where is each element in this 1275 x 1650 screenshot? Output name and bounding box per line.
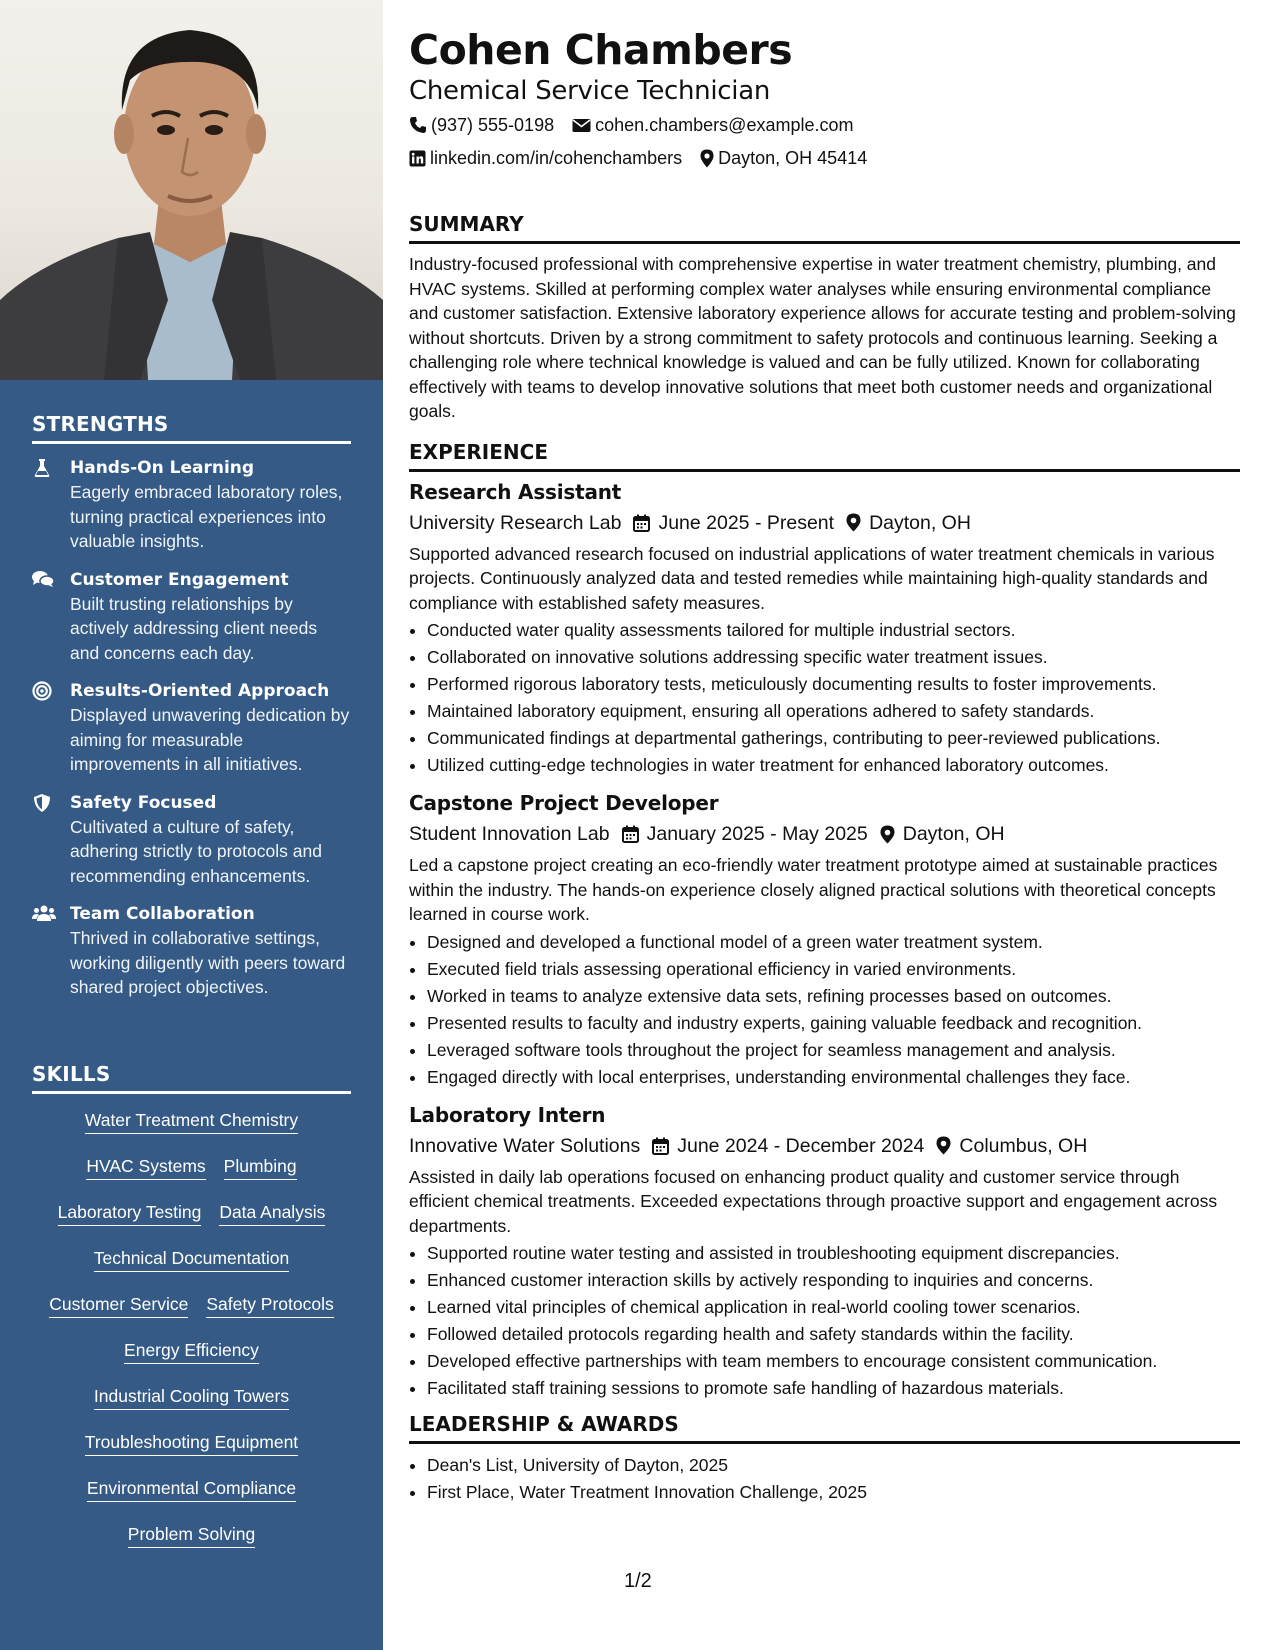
skill-tag: Energy Efficiency [124, 1339, 259, 1364]
experience-section [409, 440, 1240, 1403]
map-marker-icon [936, 1136, 951, 1155]
list-item: • Conducted water quality assessments tailored for multiple industrial sectors. [427, 617, 1240, 644]
strength-item [32, 679, 351, 777]
location-contact [700, 142, 867, 174]
job-dates: June 2025 - Present [658, 511, 835, 534]
job-meta [409, 819, 1240, 849]
job-meta [409, 1131, 1240, 1161]
list-item: • Executed field trials assessing operational efficiency in varied environments. [427, 956, 1240, 983]
list-item: • First Place, Water Treatment Innovation Challenge, 2025 [427, 1479, 1240, 1506]
strengths-section [32, 412, 351, 1014]
skill-tag: Safety Protocols [206, 1293, 333, 1318]
awards-list [409, 1452, 1240, 1506]
profile-photo [0, 0, 383, 380]
strength-desc: Thrived in collaborative settings, working diligently with peers toward shared project objectives. [70, 928, 346, 997]
contact-row [409, 109, 1240, 141]
list-item: • Designed and developed a functional model of a green water treatment system. [427, 929, 1240, 956]
experience-heading: EXPERIENCE [409, 440, 1240, 472]
list-item: • Developed effective partnerships with team members to encourage consistent communication. [427, 1348, 1240, 1375]
job-dates: June 2024 - December 2024 [677, 1134, 925, 1157]
map-marker-icon [846, 513, 861, 532]
skill-tag: Environmental Compliance [87, 1477, 296, 1502]
skills-row [32, 1374, 351, 1420]
skills-row [32, 1236, 351, 1282]
list-item: • Followed detailed protocols regarding health and safety standards within the facility. [427, 1321, 1240, 1348]
skill-tag: HVAC Systems [86, 1155, 205, 1180]
main-content [409, 0, 1240, 1506]
list-item: • Facilitated staff training sessions to promote safe handling of hazardous materials. [427, 1375, 1240, 1402]
list-item: • Learned vital principles of chemical application in real-world cooling tower scenarios. [427, 1294, 1240, 1321]
job-entry [409, 789, 1240, 1091]
job-bullets [409, 617, 1240, 779]
job-title: Capstone Project Developer [409, 791, 719, 815]
list-item: • Supported routine water testing and assisted in troubleshooting equipment discrepancies. [427, 1240, 1240, 1267]
job-org: University Research Lab [409, 511, 622, 534]
list-item: • Maintained laboratory equipment, ensuring all operations adhered to safety standards. [427, 698, 1240, 725]
map-marker-icon [880, 825, 895, 844]
job-dates: January 2025 - May 2025 [646, 823, 868, 845]
job-location: Columbus, OH [959, 1134, 1088, 1157]
map-marker-icon [700, 149, 714, 168]
job-org: Student Innovation Lab [409, 823, 610, 845]
skills-row [32, 1144, 351, 1190]
list-item: • Worked in teams to analyze extensive data sets, refining processes based on outcomes. [427, 983, 1240, 1010]
phone-text: (937) 555-0198 [431, 115, 555, 135]
strength-desc: Cultivated a culture of safety, adhering strictly to protocols and recommending enhancements. [70, 816, 322, 886]
job-org: Innovative Water Solutions [409, 1134, 641, 1157]
page-number: 1/2 [624, 1570, 652, 1592]
awards-heading: LEADERSHIP & AWARDS [409, 1412, 1240, 1444]
strengths-heading: STRENGTHS [32, 412, 351, 444]
strength-title: Results-Oriented Approach [70, 681, 330, 701]
strength-item [32, 902, 351, 1000]
list-item: • Leveraged software tools throughout the project for seamless management and analysis. [427, 1037, 1240, 1064]
strength-title: Safety Focused [70, 792, 217, 813]
skills-heading: SKILLS [32, 1062, 351, 1094]
skill-tag: Problem Solving [128, 1523, 255, 1548]
skill-tag: Plumbing [224, 1155, 297, 1180]
candidate-name: Cohen Chambers [409, 26, 793, 74]
skills-row [32, 1190, 351, 1236]
phone-contact[interactable] [409, 109, 554, 141]
summary-heading: SUMMARY [409, 212, 1240, 244]
contact-row [409, 142, 1240, 174]
awards-section [409, 1412, 1240, 1506]
job-entry [409, 1101, 1240, 1403]
linkedin-text: linkedin.com/in/cohenchambers [430, 148, 683, 168]
list-item: • Collaborated on innovative solutions addressing specific water treatment issues. [427, 644, 1240, 671]
skill-tag: Technical Documentation [94, 1247, 290, 1272]
job-description: Led a capstone project creating an eco-friendly water treatment prototype aimed at sustainable practices within the industry. The hands-on experience closely aligned practical solutions with theoretical concepts learned in course work. [409, 855, 1218, 924]
list-item: • Utilized cutting-edge technologies in water treatment for enhanced laboratory outcomes. [427, 752, 1240, 779]
calendar-icon [652, 1137, 669, 1155]
job-bullets [409, 1240, 1240, 1402]
calendar-icon [622, 825, 639, 843]
list-item: • Performed rigorous laboratory tests, meticulously documenting results to foster improvements. [427, 671, 1240, 698]
target-icon [32, 679, 70, 777]
skills-section [32, 1062, 351, 1558]
skill-tag: Industrial Cooling Towers [94, 1385, 289, 1410]
comments-icon [32, 568, 70, 666]
users-icon [32, 902, 70, 1000]
envelope-icon [572, 118, 591, 133]
job-location: Dayton, OH [869, 511, 971, 534]
list-item: • Presented results to faculty and industry experts, gaining valuable feedback and recognition. [427, 1010, 1240, 1037]
skill-tag: Customer Service [49, 1293, 188, 1318]
strength-title: Hands-On Learning [70, 458, 255, 478]
job-description: Supported advanced research focused on industrial applications of water treatment chemicals in various projects. Continuously analyzed data and tested remedies while maintaining high-quality standards and compliance with established safety measures. [409, 543, 1215, 613]
skills-row [32, 1098, 351, 1144]
skills-row [32, 1466, 351, 1512]
skill-tag: Troubleshooting Equipment [85, 1431, 298, 1456]
job-title: Laboratory Intern [409, 1102, 606, 1127]
strength-item [32, 568, 351, 666]
shield-icon [32, 791, 70, 889]
profile-photo-illustration [0, 0, 383, 380]
job-location: Dayton, OH [902, 823, 1005, 845]
list-item: • Engaged directly with local enterprises, understanding environmental challenges they face. [427, 1064, 1240, 1091]
skill-tag: Water Treatment Chemistry [85, 1109, 298, 1134]
job-description: Assisted in daily lab operations focused on enhancing product quality and customer service through efficient chemical treatments. Exceeded expectations through proactive support and engagement across departments. [409, 1166, 1218, 1236]
skills-row [32, 1282, 351, 1328]
skill-tag: Data Analysis [219, 1201, 325, 1226]
skills-row [32, 1420, 351, 1466]
strength-desc: Eagerly embraced laboratory roles, turning practical experiences into valuable insights. [70, 482, 343, 551]
job-title: Research Assistant [409, 479, 622, 504]
location-text: Dayton, OH 45414 [718, 148, 868, 168]
strength-item [32, 456, 351, 554]
list-item: • Dean's List, University of Dayton, 2025 [427, 1452, 1240, 1479]
list-item: • Communicated findings at departmental gatherings, contributing to peer-reviewed publications. [427, 725, 1240, 752]
email-text: cohen.chambers@example.com [595, 115, 854, 135]
summary-section [409, 212, 1240, 424]
linkedin-icon [409, 150, 426, 167]
job-meta [409, 508, 1240, 538]
strength-item [32, 791, 351, 889]
candidate-title: Chemical Service Technician [409, 76, 771, 106]
strength-title: Customer Engagement [70, 569, 289, 590]
skills-row [32, 1512, 351, 1558]
flask-icon [32, 456, 70, 554]
list-item: • Enhanced customer interaction skills by actively responding to inquiries and concerns. [427, 1267, 1240, 1294]
summary-text: Industry-focused professional with comprehensive expertise in water treatment chemistry, plumbing, and HVAC systems. Skilled at performing complex water analyses while ensuring environmental compliance and customer satisfaction. Extensive laboratory experience allows for accurate testing and problem-solving without shortcuts. Driven by a strong commitment to safety protocols and continuous learning. Seeking a challenging role where technical knowledge is valued and can be fully utilized. Known for collaborating effectively with teams to develop innovative solutions that meet both customer needs and organizational goals. [409, 254, 1236, 421]
strength-title: Team Collaboration [70, 904, 255, 924]
sidebar [0, 0, 383, 1650]
job-entry [409, 478, 1240, 780]
email-contact[interactable] [572, 109, 853, 141]
strength-desc: Built trusting relationships by actively addressing client needs and concerns each day. [70, 593, 318, 663]
skill-tag: Laboratory Testing [58, 1201, 202, 1226]
calendar-icon [633, 514, 650, 532]
skills-row [32, 1328, 351, 1374]
job-bullets [409, 929, 1240, 1091]
linkedin-contact[interactable] [409, 142, 682, 174]
strength-desc: Displayed unwavering dedication by aiming for measurable improvements in all initiatives. [70, 705, 350, 774]
phone-icon [409, 116, 427, 134]
